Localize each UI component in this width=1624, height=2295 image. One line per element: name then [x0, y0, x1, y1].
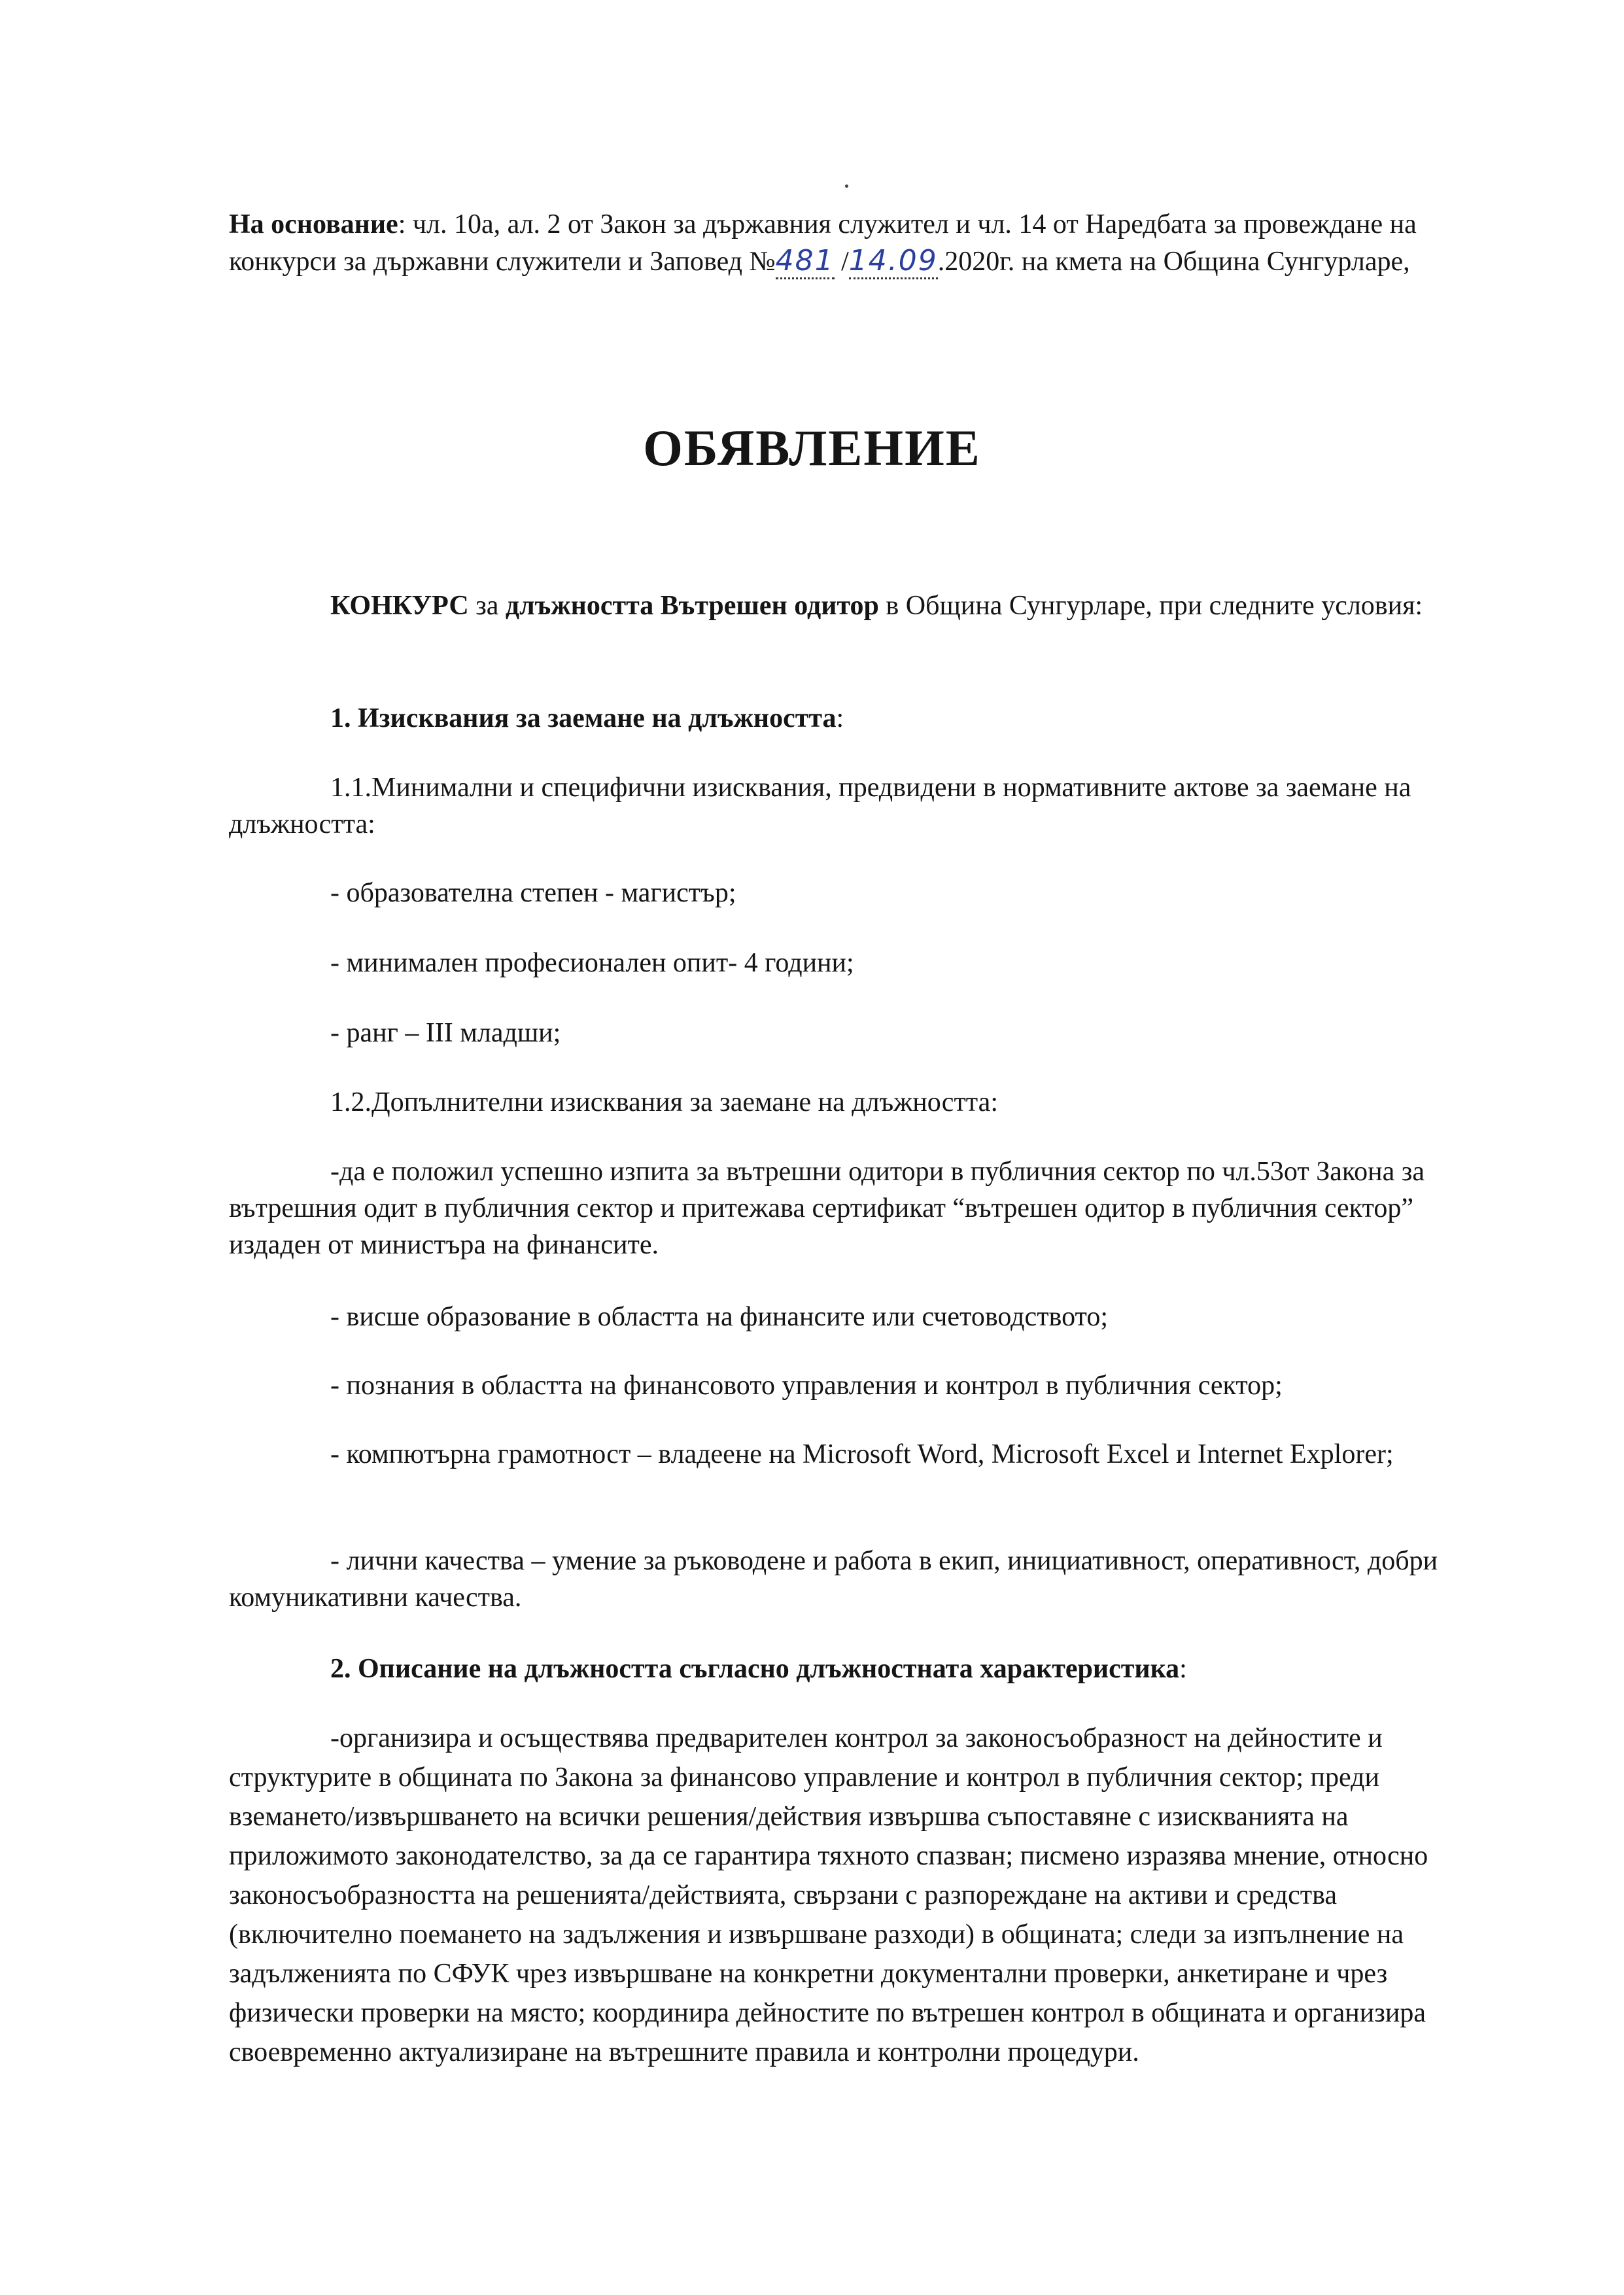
- section-1-1-paragraph: 1.1.Минимални и специфични изисквания, предвидени в нормативните актове за заемане на длъжността:: [229, 773, 1411, 839]
- list-item: - ранг – III младши;: [330, 1018, 561, 1048]
- intro-bold-2: длъжността Вътрешен одитор: [505, 591, 879, 621]
- document-title: ОБЯВЛЕНИЕ: [643, 419, 981, 476]
- scan-speck: [845, 184, 848, 188]
- job-description-paragraph: -организира и осъществява предварителен контрол за законосъобразност на дейностите и структурите в общината по Закона за финансово управление и контрол в публичния сектор; преди вземането/извършването на всички решения/действия извършва съпоставяне с изискванията на приложимото законодателство, за да се гарантира тяхното спазван; писмено изразява мнение, относно законосъобразността на решенията/действията, свързани с разпореждане на активи и средства (включително поемането на задължения и извършване разходи) в общината; следи за изпълнение на задълженията по СФУК чрез извършване на конкретни документални проверки, анкетиране и чрез физически проверки на място; координира дейностите по вътрешен контрол в общината и организира своевременно актуализиране на вътрешните правила и контролни процедури.: [229, 1723, 1428, 2067]
- handwritten-order-number: 481: [776, 244, 835, 279]
- preamble-paragraph: [229, 206, 1445, 280]
- section-2-heading: [229, 1651, 1445, 1687]
- preamble-slash: /: [834, 247, 849, 277]
- list-item: - минимален професионален опит- 4 години;: [330, 948, 854, 978]
- section-1-heading: [229, 700, 1445, 737]
- list-item: - висше образование в областта на финансите или счетоводството;: [330, 1302, 1109, 1332]
- list-item: - лични качества – умение за ръководене и работа в екип, инициативност, оперативност, добри комуникативни качества.: [229, 1546, 1438, 1613]
- intro-bold-1: КОНКУРС: [330, 591, 469, 621]
- certificate-paragraph: -да е положил успешно изпита за вътрешни одитори в публичния сектор по чл.53от Закона за вътрешния одит в публичния сектор и притежава сертификат “вътрешен одитор в публичния сектор” издаден от министъра на финансите.: [229, 1157, 1425, 1260]
- preamble-label: На основание: [229, 209, 398, 239]
- intro-text-1: за: [468, 591, 506, 621]
- section-1-heading-text: 1. Изисквания за заемане на длъжността: [330, 703, 837, 733]
- intro-text-2: в Община Сунгурларе, при следните условия:: [878, 591, 1423, 621]
- handwritten-order-date: 14.09: [849, 244, 938, 279]
- preamble-text-2: .2020г. на кмета на Община Сунгурларе,: [937, 247, 1410, 277]
- section-2-heading-colon: :: [1179, 1654, 1187, 1684]
- intro-paragraph: [229, 587, 1445, 624]
- section-2-heading-text: 2. Описание на длъжността съгласно длъжностната характеристика: [330, 1654, 1180, 1684]
- section-1-2-paragraph: 1.2.Допълнителни изисквания за заемане на длъжността:: [330, 1087, 998, 1117]
- list-item: - познания в областта на финансовото управления и контрол в публичния сектор;: [330, 1371, 1283, 1401]
- section-1-heading-colon: :: [836, 703, 844, 733]
- list-item: - компютърна грамотност – владеене на Microsoft Word, Microsoft Excel и Internet Explorer;: [330, 1439, 1394, 1469]
- preamble-text-1: : чл. 10а, ал. 2 от Закон за държавния служител и чл. 14 от Наредбата за провеждане на конкурси за държавни служители и Заповед №: [229, 209, 1417, 277]
- list-item: - образователна степен - магистър;: [330, 878, 736, 908]
